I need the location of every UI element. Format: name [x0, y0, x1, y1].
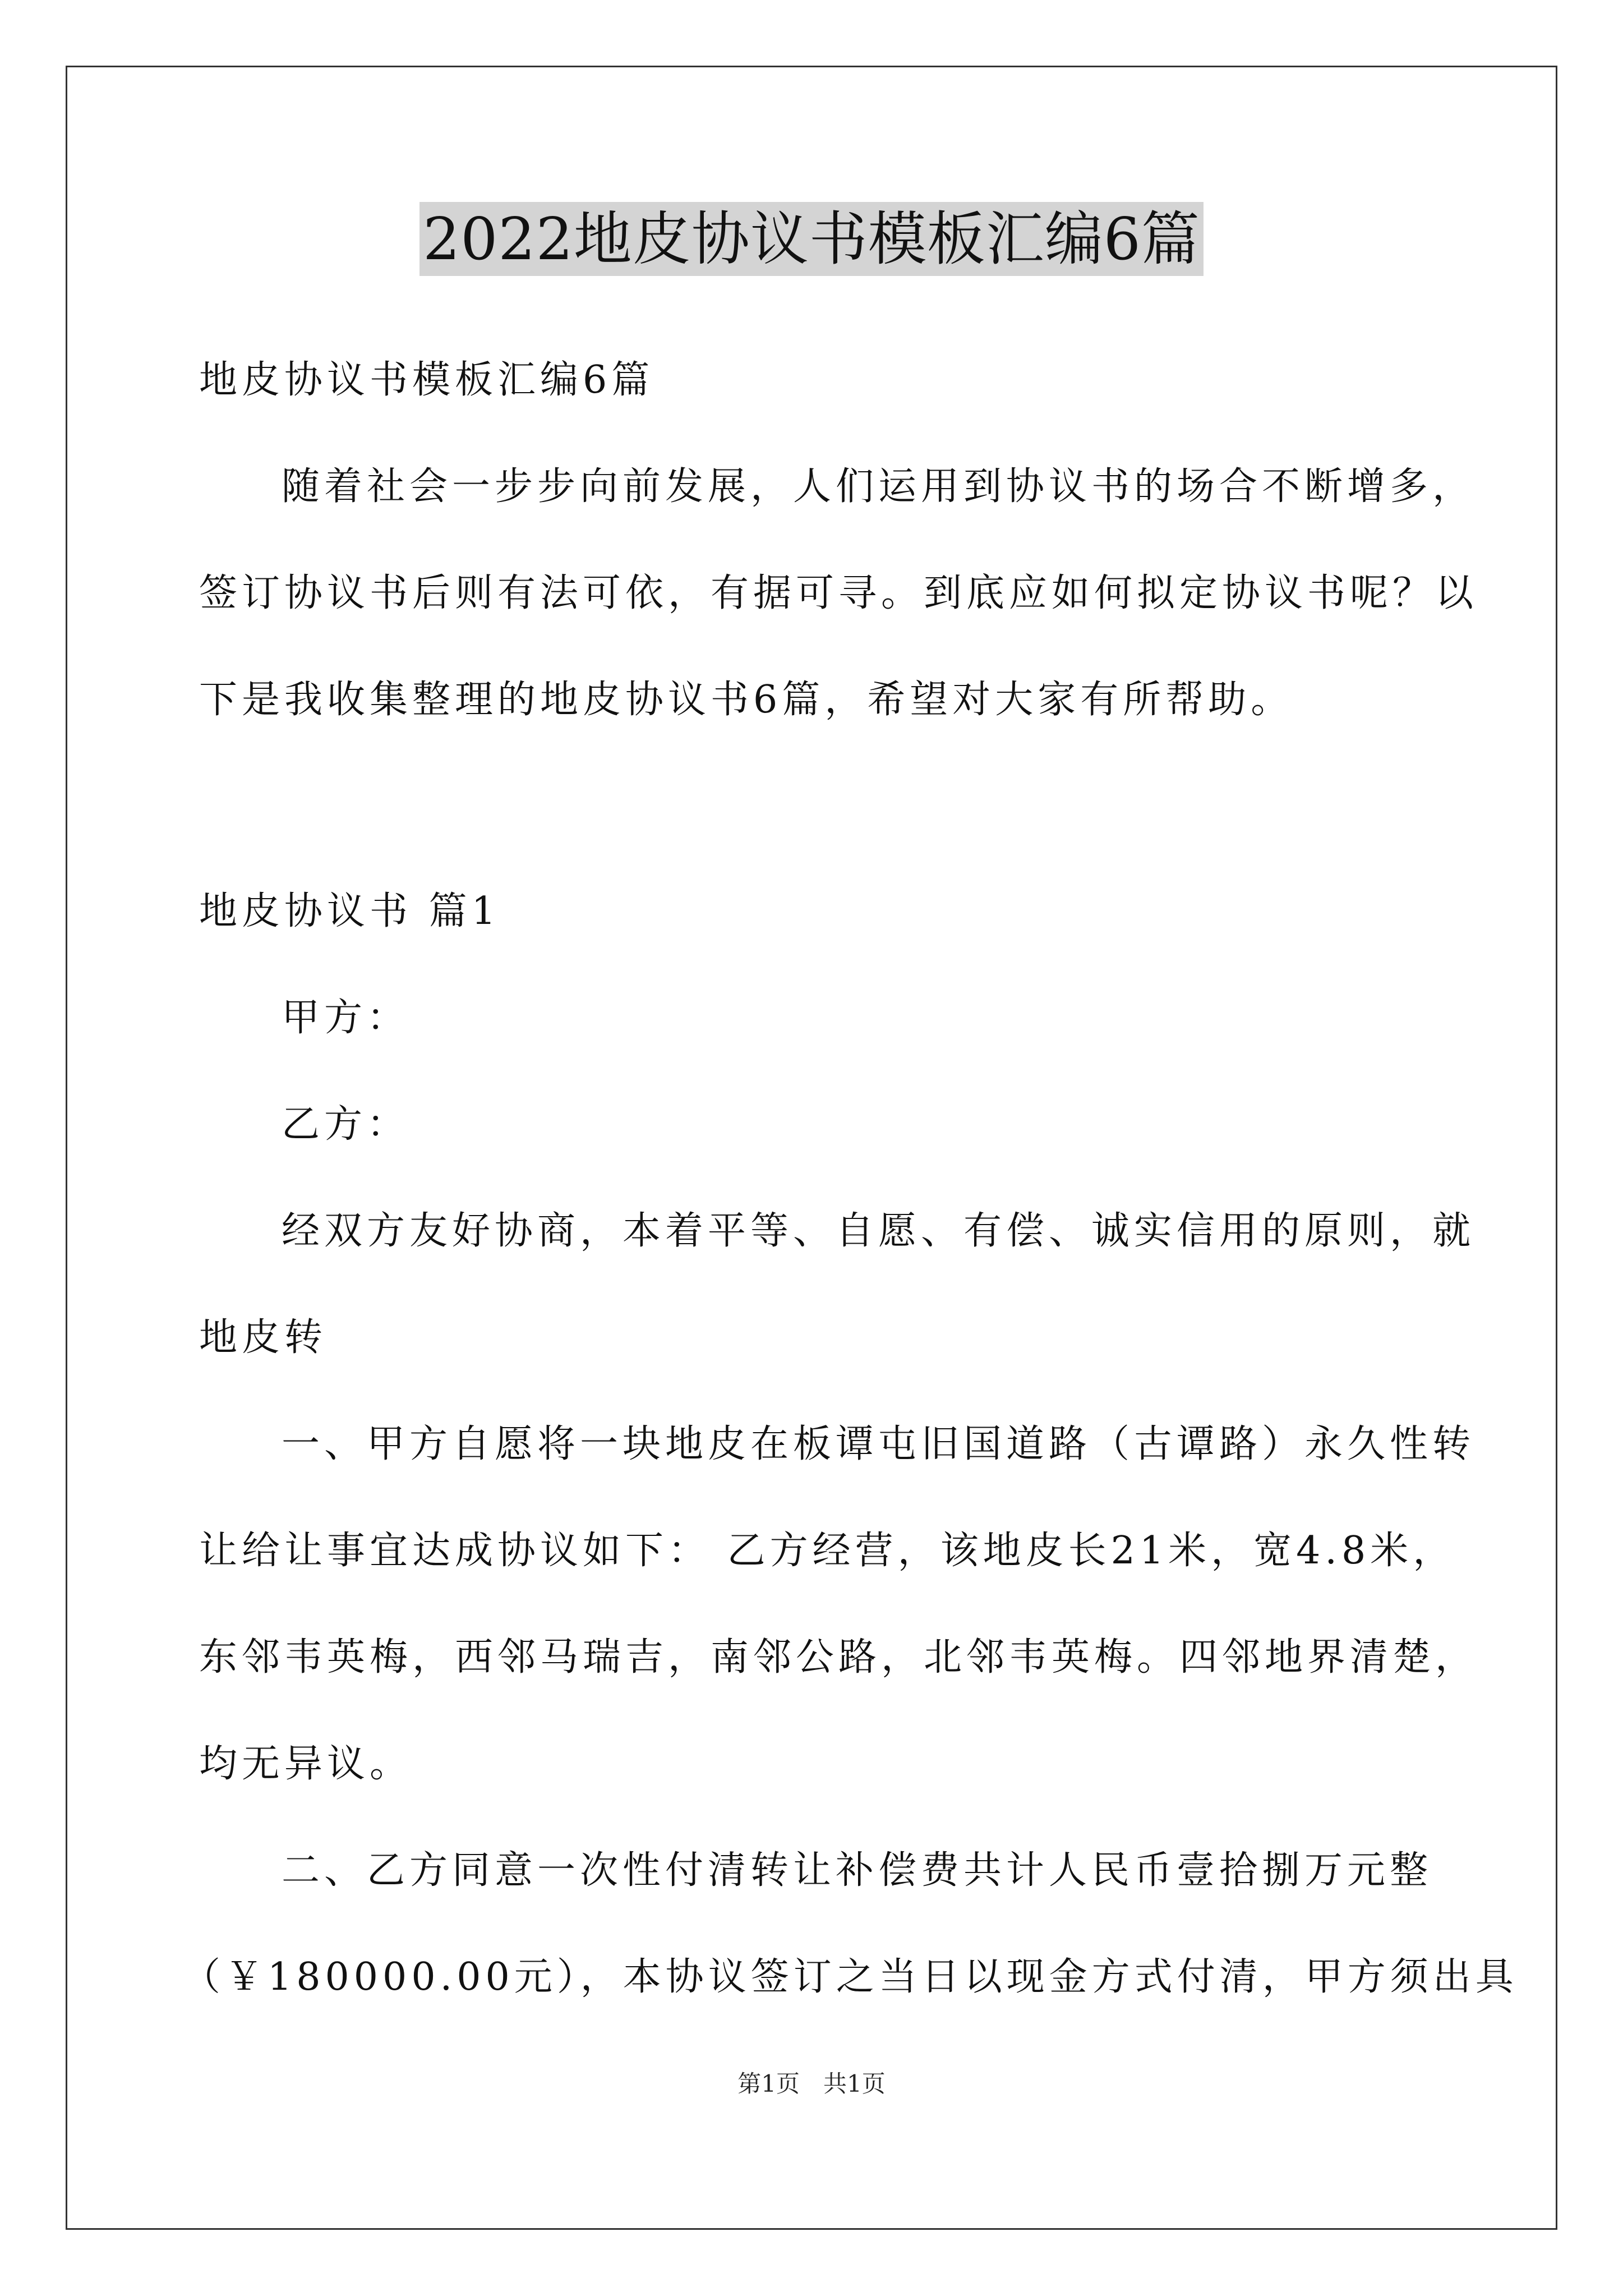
body-line-6: 均无异议。: [199, 1742, 413, 1786]
body-line-5: 东邻韦英梅，西邻马瑞吉，南邻公路，北邻韦英梅。四邻地界清楚，: [199, 1635, 1478, 1680]
body-line-8: （￥180000.00元），本协议签订之当日以现金方式付清，甲方须出具: [182, 1955, 1518, 1999]
body-line-3: 一、甲方自愿将一块地皮在板谭屯旧国道路（古谭路）永久性转: [282, 1422, 1476, 1466]
party-a-label: 甲方：: [282, 996, 410, 1040]
intro-line-2: 签订协议书后则有法可依，有据可寻。到底应如何拟定协议书呢？以: [199, 571, 1478, 615]
document-subtitle: 地皮协议书模板汇编6篇: [199, 358, 654, 402]
title-container: [0, 202, 1623, 276]
page-footer: 第1页 共1页: [737, 2070, 886, 2097]
body-line-7: 二、乙方同意一次性付清转让补偿费共计人民币壹拾捌万元整: [282, 1848, 1433, 1893]
body-line-1: 经双方友好协商，本着平等、自愿、有偿、诚实信用的原则，就: [282, 1209, 1476, 1253]
body-line-2: 地皮转: [199, 1315, 328, 1360]
document-title: 2022地皮协议书模板汇编6篇: [419, 202, 1204, 276]
section-heading: 地皮协议书 篇1: [199, 889, 500, 933]
body-line-4: 让给让事宜达成协议如下： 乙方经营，该地皮长21米，宽4.8米，: [199, 1529, 1456, 1573]
party-b-label: 乙方：: [282, 1102, 410, 1147]
intro-line-3: 下是我收集整理的地皮协议书6篇，希望对大家有所帮助。: [199, 678, 1294, 722]
intro-line-1: 随着社会一步步向前发展，人们运用到协议书的场合不断增多，: [282, 464, 1476, 509]
